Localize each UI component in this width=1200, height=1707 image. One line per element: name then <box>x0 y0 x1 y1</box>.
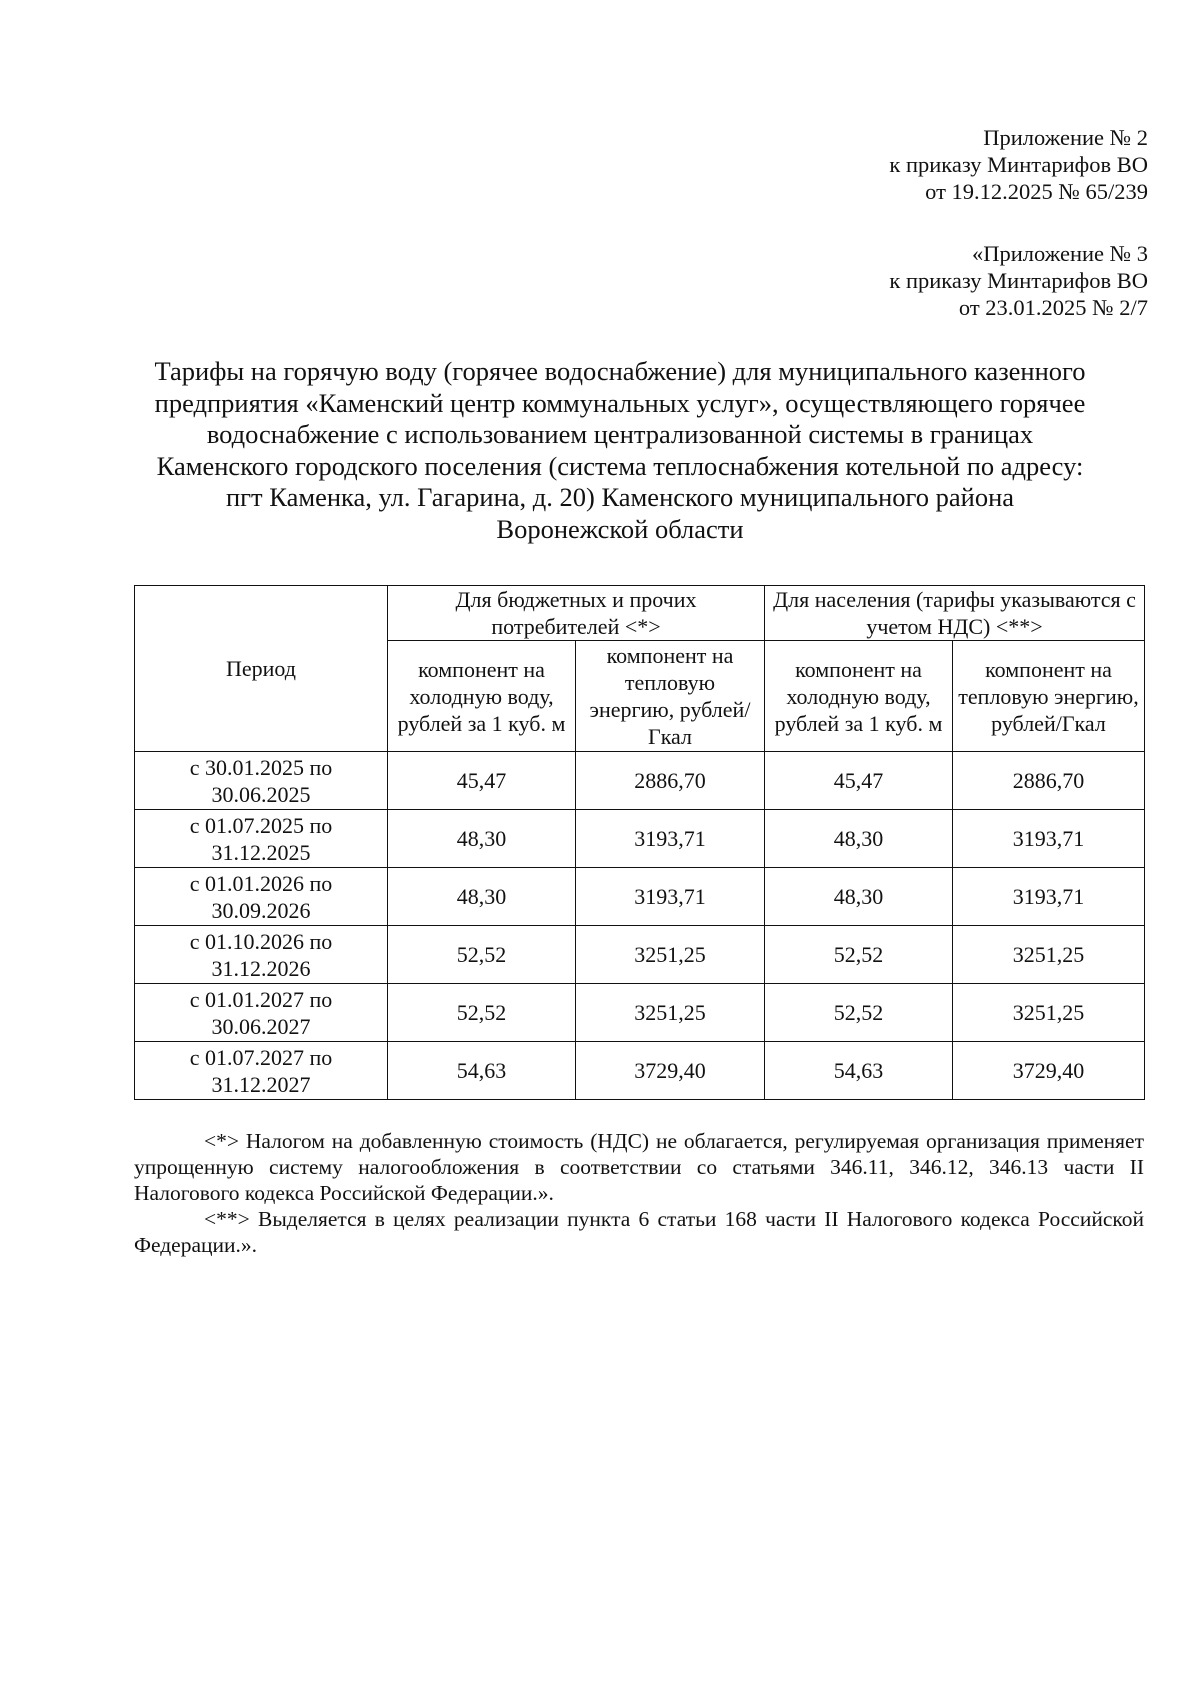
period-cell: с 01.01.2026 по 30.09.2026 <box>135 868 388 926</box>
population-cold-cell: 45,47 <box>765 752 953 810</box>
budget-heat-cell: 2886,70 <box>576 752 765 810</box>
population-cold-water-header: компонент на холодную воду, рублей за 1 куб. м <box>765 641 953 752</box>
population-heat-cell: 3729,40 <box>953 1042 1145 1100</box>
order-reference: к приказу Минтарифов ВО <box>889 152 1148 177</box>
period-cell: с 01.07.2025 по 31.12.2025 <box>135 810 388 868</box>
budget-cold-cell: 48,30 <box>388 810 576 868</box>
order-date-number: от 23.01.2025 № 2/7 <box>958 295 1148 320</box>
footnote-vat-exempt: <*> Налогом на добавленную стоимость (НДС) не облагается, регулируемая организация применяет упрощенную систему налогообложения в соответствии со статьями 346.11, 346.12, 346.13 части II Налогового кодекса Российской Федерации.». <box>134 1129 1144 1205</box>
population-cold-cell: 54,63 <box>765 1042 953 1100</box>
population-cold-cell: 48,30 <box>765 868 953 926</box>
population-cold-cell: 48,30 <box>765 810 953 868</box>
population-heat-cell: 3193,71 <box>953 868 1145 926</box>
budget-heat-cell: 3729,40 <box>576 1042 765 1100</box>
population-header: Для населения (тарифы указываются с учетом НДС) <**> <box>765 586 1145 641</box>
footnotes <box>134 1128 1144 1258</box>
order-date-number: от 19.12.2025 № 65/239 <box>925 179 1148 204</box>
period-cell: с 01.07.2027 по 31.12.2027 <box>135 1042 388 1100</box>
table-row <box>135 926 1145 984</box>
budget-cold-cell: 54,63 <box>388 1042 576 1100</box>
tariff-table <box>134 585 1145 1100</box>
budget-consumers-header: Для бюджетных и прочих потребителей <*> <box>388 586 765 641</box>
budget-heat-cell: 3251,25 <box>576 984 765 1042</box>
appendix-number: «Приложение № 3 <box>972 241 1148 266</box>
order-reference: к приказу Минтарифов ВО <box>889 268 1148 293</box>
population-heat-energy-header: компонент на тепловую энергию, рублей/Гкал <box>953 641 1145 752</box>
document-title <box>120 356 1120 545</box>
budget-heat-cell: 3193,71 <box>576 868 765 926</box>
table-row <box>135 810 1145 868</box>
appendix-reference-current <box>889 124 1148 205</box>
population-cold-cell: 52,52 <box>765 926 953 984</box>
budget-cold-cell: 45,47 <box>388 752 576 810</box>
table-row <box>135 984 1145 1042</box>
table-row <box>135 1042 1145 1100</box>
title-line: Каменского городского поселения (система теплоснабжения котельной по адресу: <box>156 450 1084 481</box>
table-row <box>135 868 1145 926</box>
period-header: Период <box>135 586 388 752</box>
population-heat-cell: 2886,70 <box>953 752 1145 810</box>
table-row <box>135 752 1145 810</box>
appendix-reference-amended <box>889 240 1148 321</box>
population-heat-cell: 3193,71 <box>953 810 1145 868</box>
budget-cold-cell: 52,52 <box>388 984 576 1042</box>
budget-cold-water-header: компонент на холодную воду, рублей за 1 куб. м <box>388 641 576 752</box>
appendix-number: Приложение № 2 <box>983 125 1148 150</box>
population-cold-cell: 52,52 <box>765 984 953 1042</box>
table-header-row <box>135 586 1145 641</box>
budget-heat-energy-header: компонент на тепловую энергию, рублей/Гкал <box>576 641 765 752</box>
budget-cold-cell: 48,30 <box>388 868 576 926</box>
footnote-vat-included: <**> Выделяется в целях реализации пункта 6 статьи 168 части II Налогового кодекса Российской Федерации.». <box>134 1207 1144 1257</box>
budget-cold-cell: 52,52 <box>388 926 576 984</box>
title-line: Воронежской области <box>496 513 744 544</box>
period-cell: с 01.01.2027 по 30.06.2027 <box>135 984 388 1042</box>
period-cell: с 30.01.2025 по 30.06.2025 <box>135 752 388 810</box>
title-line: пгт Каменка, ул. Гагарина, д. 20) Каменского муниципального района <box>225 482 1015 512</box>
title-line: Тарифы на горячую воду (горячее водоснабжение) для муниципального казенного <box>154 356 1086 386</box>
budget-heat-cell: 3193,71 <box>576 810 765 868</box>
population-heat-cell: 3251,25 <box>953 926 1145 984</box>
population-heat-cell: 3251,25 <box>953 984 1145 1042</box>
title-line: предприятия «Каменский центр коммунальных услуг», осуществляющего горячее <box>154 387 1086 418</box>
period-cell: с 01.10.2026 по 31.12.2026 <box>135 926 388 984</box>
title-line: водоснабжение с использованием централизованной системы в границах <box>206 419 1034 449</box>
budget-heat-cell: 3251,25 <box>576 926 765 984</box>
